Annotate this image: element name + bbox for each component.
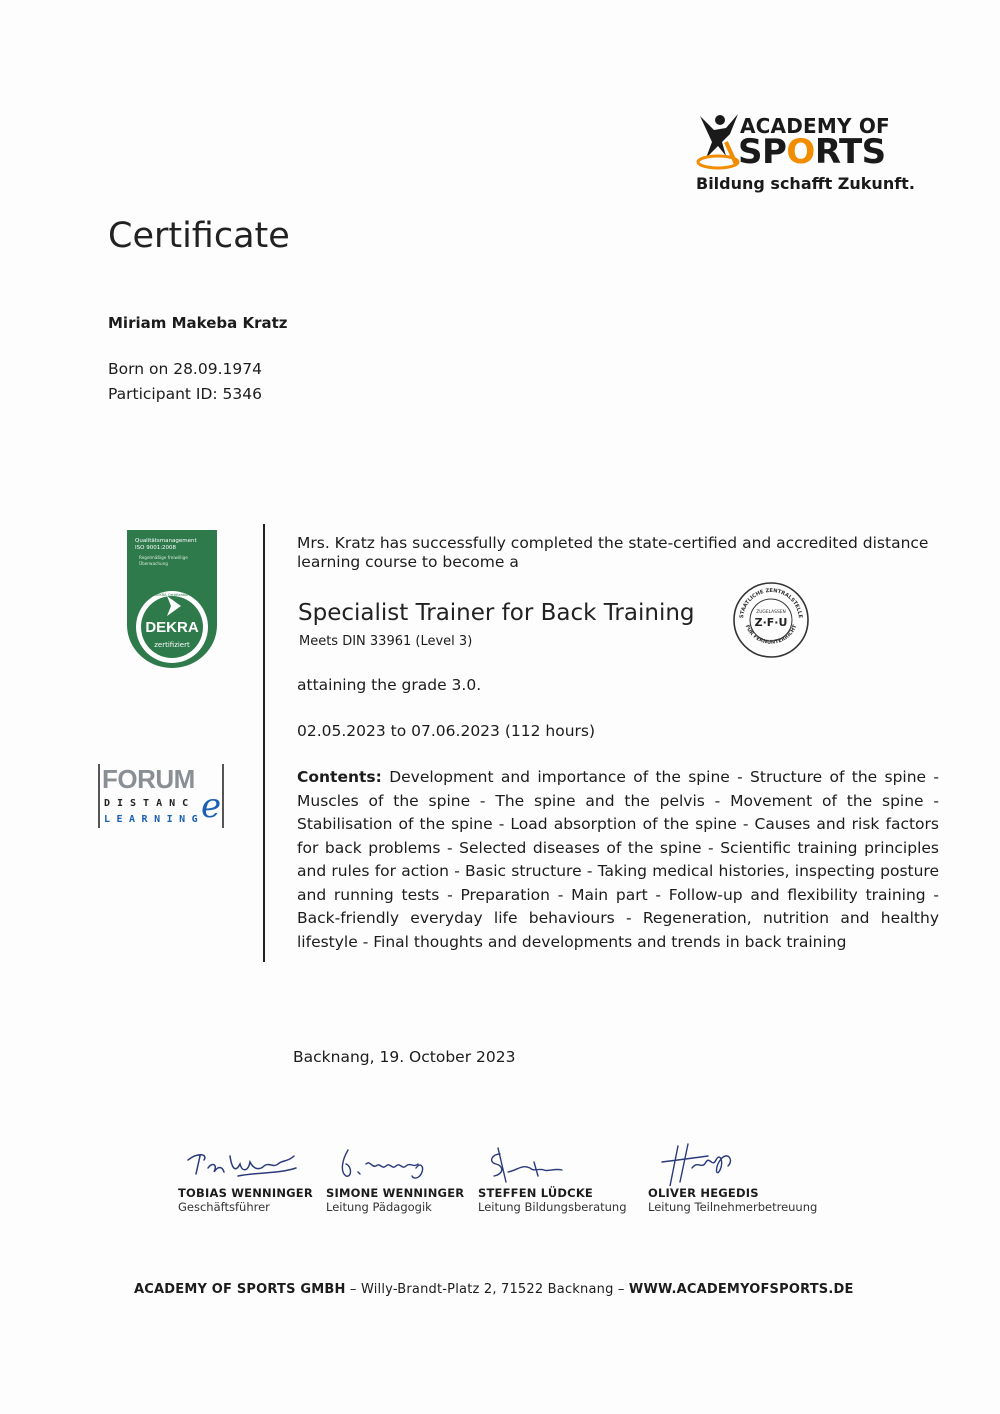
footer-website: WWW.ACADEMYOFSPORTS.DE [628, 1282, 854, 1297]
grade-text: attaining the grade 3.0. [297, 676, 482, 694]
dekra-brand: DEKRA [145, 619, 199, 636]
participant-id: Participant ID: 5346 [108, 385, 263, 403]
footer: ACADEMY OF SPORTS GMBH – Willy-Brandt-Platz 2, 71522 Backnang – WWW.ACADEMYOFSPORTS.DE [134, 1282, 854, 1297]
contents-label: Contents: [297, 768, 382, 786]
intro-line-1: Mrs. Kratz has successfully completed the state-certified and accredited distance [297, 534, 929, 552]
signature-block-1 [178, 1142, 338, 1214]
logo-tagline: Bildung schafft Zukunft. [696, 174, 915, 193]
logo-orange-o: O [786, 132, 815, 172]
handwritten-signature-1 [178, 1142, 308, 1186]
handwritten-signature-4 [648, 1142, 778, 1186]
signatory-name-2: SIMONE WENNINGER [326, 1186, 465, 1200]
forum-top-text: FORUM [102, 764, 195, 794]
signatory-role-3: Leitung Bildungsberatung [478, 1200, 627, 1214]
signatory-name-1: TOBIAS WENNINGER [178, 1186, 313, 1200]
participant-name: Miriam Makeba Kratz [108, 314, 288, 332]
contents-text: Development and importance of the spine - Structure of the spine - Muscles of the spine - The spine and the pelvis - Movement of the spine - Stabilisation of the spine - Load absorption of the spine - Causes and risk factors for back problems - Selected diseases of the spine - Scientific training principles and rules for action - Basic structure - Taking medical histories, inspecting posture and running tests - Preparation - Main part - Follow-up and flexibility training - Back-friendly everyday life behaviours - Regeneration, nutrition and healthy lifestyle - Final thoughts and developments and trends in back training [297, 768, 939, 951]
handwritten-signature-2 [326, 1142, 456, 1186]
course-period: 02.05.2023 to 07.06.2023 (112 hours) [297, 722, 596, 740]
dekra-line-4: Überwachung [139, 561, 168, 566]
footer-address: Willy-Brandt-Platz 2, 71522 Backnang [360, 1282, 614, 1297]
vertical-divider [263, 524, 265, 962]
zfu-approval-stamp [731, 580, 811, 660]
signature-block-3 [478, 1142, 638, 1214]
athlete-figure-icon [696, 112, 740, 172]
birth-date: Born on 28.09.1974 [108, 360, 262, 378]
zfu-inner-small: ZUGELASSEN [756, 610, 786, 615]
handwritten-signature-3 [478, 1142, 608, 1186]
signatory-name-4: OLIVER HEGEDIS [648, 1186, 759, 1200]
signatory-role-2: Leitung Pädagogik [326, 1200, 432, 1214]
document-title: Certificate [108, 216, 290, 256]
zfu-inner: Z·F·U [754, 616, 788, 629]
dekra-bottom: zertifiziert [154, 641, 190, 649]
course-title: Specialist Trainer for Back Training [298, 600, 695, 626]
signatory-name-3: STEFFEN LÜDCKE [478, 1186, 593, 1200]
dekra-ring: DEKRA Certification [154, 593, 190, 597]
dekra-line-1: Qualitätsmanagement [135, 538, 197, 544]
footer-company: ACADEMY OF SPORTS GMBH [134, 1282, 346, 1297]
forum-e-letter: e [201, 786, 222, 826]
signature-block-4 [648, 1142, 818, 1214]
logo-line-2: SPORTS [738, 132, 886, 172]
academy-of-sports-logo [692, 108, 915, 198]
zfu-ring-bottom: FÜR FERNUNTERRICHT [743, 624, 799, 646]
dekra-line-2: ISO 9001:2008 [135, 545, 177, 551]
forum-bottom-text: LEARNING [104, 814, 205, 825]
forum-middle-text: DISTANC [104, 798, 196, 809]
zfu-ring-top: STAATLICHE ZENTRALSTELLE [739, 587, 803, 619]
dekra-certification-badge [127, 530, 217, 668]
signatory-role-1: Geschäftsführer [178, 1200, 270, 1214]
logo-line-1: ACADEMY OF [740, 114, 890, 138]
dekra-line-3: Regelmäßige freiwillige [139, 555, 188, 560]
signature-block-2 [326, 1142, 486, 1214]
signatory-role-4: Leitung Teilnehmerbetreuung [648, 1200, 818, 1214]
forum-distance-learning-logo [98, 762, 228, 832]
course-subtitle: Meets DIN 33961 (Level 3) [299, 634, 473, 649]
contents-paragraph [297, 766, 939, 954]
place-and-date: Backnang, 19. October 2023 [293, 1048, 516, 1066]
intro-line-2: learning course to become a [297, 553, 519, 571]
